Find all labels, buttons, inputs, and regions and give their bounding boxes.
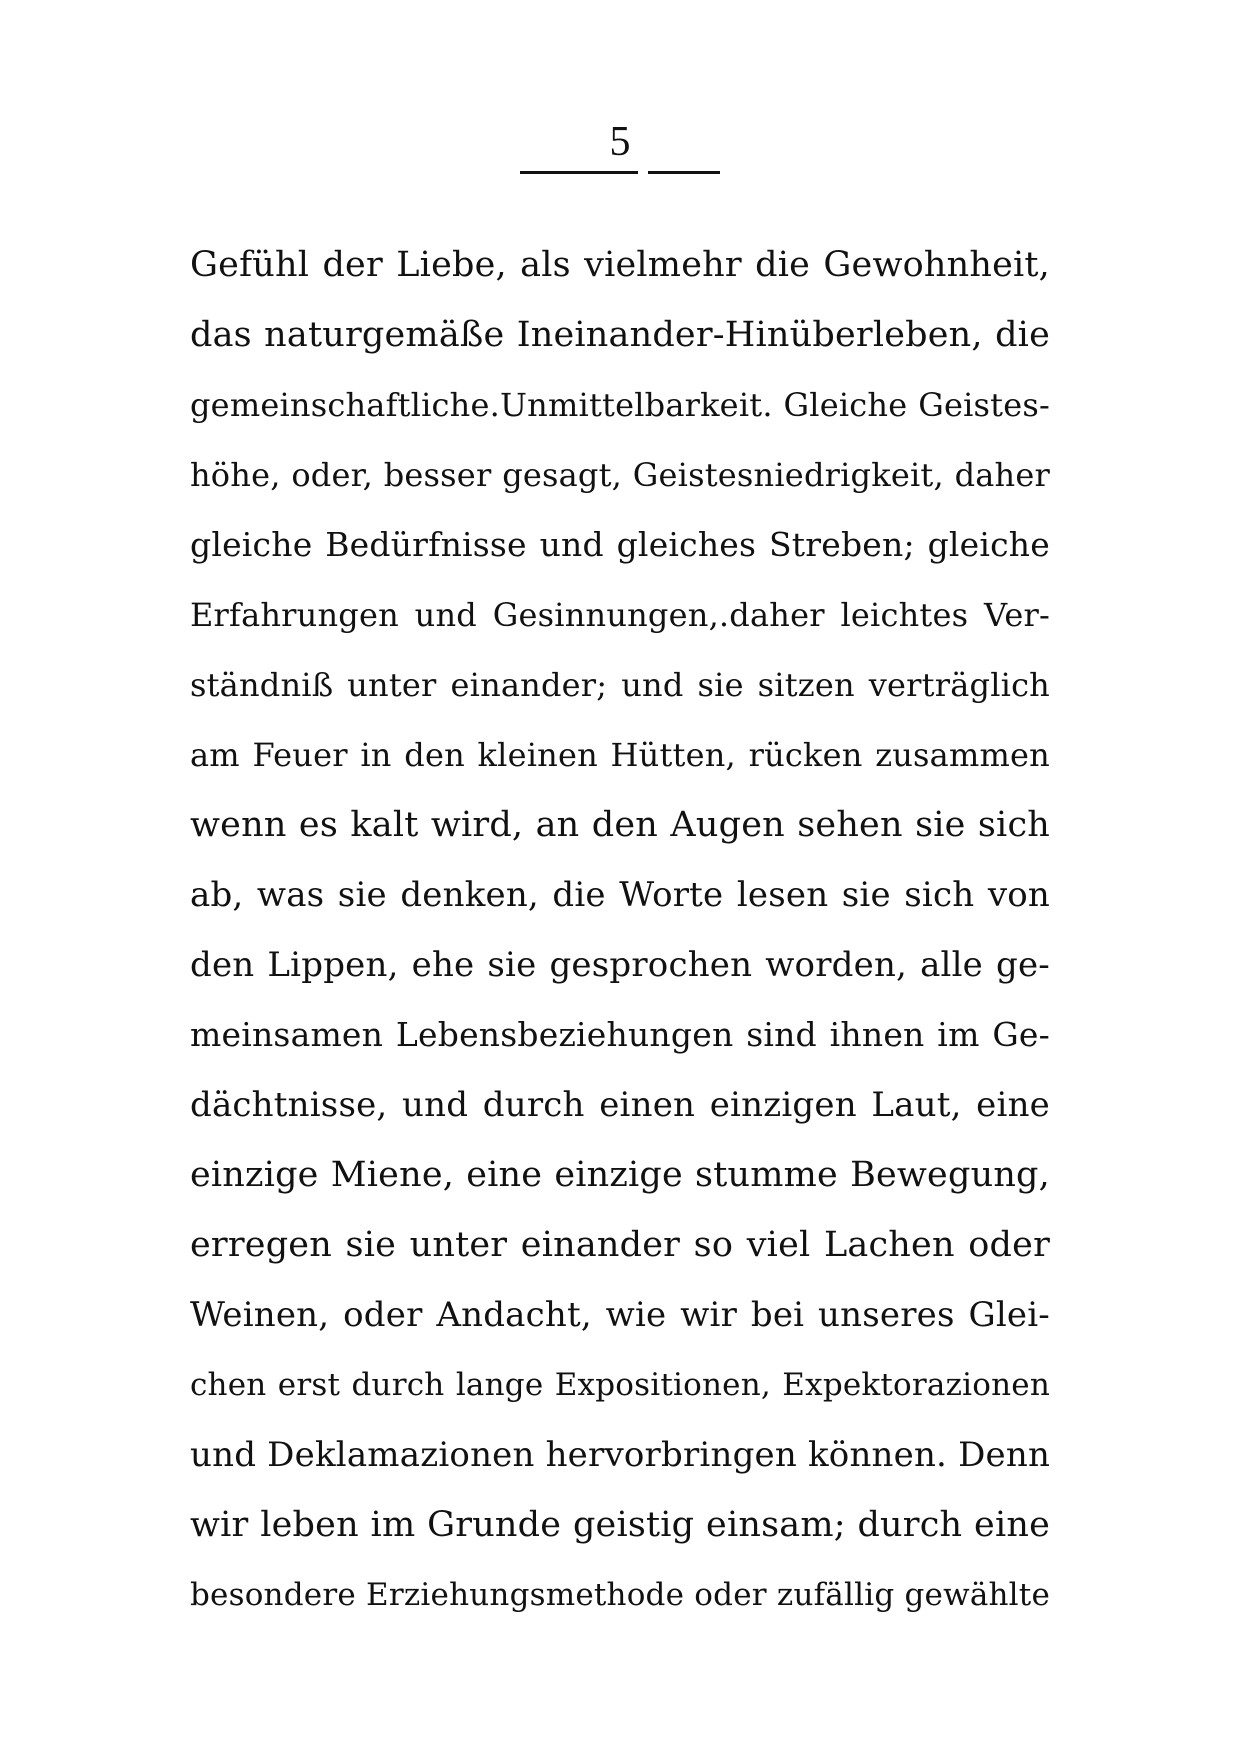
text-line: ab, was sie denken, die Worte lesen sie sich von [190, 875, 1050, 915]
text-line: Gefühl der Liebe, als vielmehr die Gewohnheit, [190, 245, 1050, 285]
text-line: Weinen, oder Andacht, wie wir bei unseres Glei- [190, 1295, 1050, 1335]
text-line: gleiche Bedürfnisse und gleiches Streben; gleiche [190, 525, 1050, 564]
text-line: gemeinschaftliche.Unmittelbarkeit. Gleiche Geistes- [190, 386, 1050, 424]
text-line: meinsamen Lebensbeziehungen sind ihnen im Ge- [190, 1015, 1050, 1054]
header-rule-right [648, 171, 720, 174]
text-line: dächtnisse, und durch einen einzigen Laut, eine [190, 1085, 1050, 1125]
text-line: einzige Miene, eine einzige stumme Bewegung, [190, 1155, 1050, 1195]
text-line: wenn es kalt wird, an den Augen sehen sie sich [190, 805, 1050, 845]
text-line: erregen sie unter einander so viel Lachen oder [190, 1225, 1050, 1265]
text-line: besondere Erziehungsmethode oder zufällig gewählte [190, 1577, 1050, 1613]
text-line: chen erst durch lange Expositionen, Expektorazionen [190, 1367, 1050, 1403]
text-line: und Deklamazionen hervorbringen können. Denn [190, 1435, 1050, 1475]
text-line: Erfahrungen und Gesinnungen,.daher leichtes Ver- [190, 596, 1050, 634]
header-rule-left [520, 171, 638, 174]
text-line: am Feuer in den kleinen Hütten, rücken zusammen [190, 736, 1050, 774]
body-text [190, 230, 1050, 1630]
text-line: das naturgemäße Ineinander-Hinüberleben, die [190, 315, 1050, 355]
text-line: ständniß unter einander; und sie sitzen verträglich [190, 666, 1050, 704]
page-number: 5 [609, 119, 631, 165]
text-line: den Lippen, ehe sie gesprochen worden, alle ge- [190, 945, 1050, 985]
text-line: höhe, oder, besser gesagt, Geistesniedrigkeit, daher [190, 456, 1050, 494]
text-line: wir leben im Grunde geistig einsam; durch eine [190, 1505, 1050, 1545]
